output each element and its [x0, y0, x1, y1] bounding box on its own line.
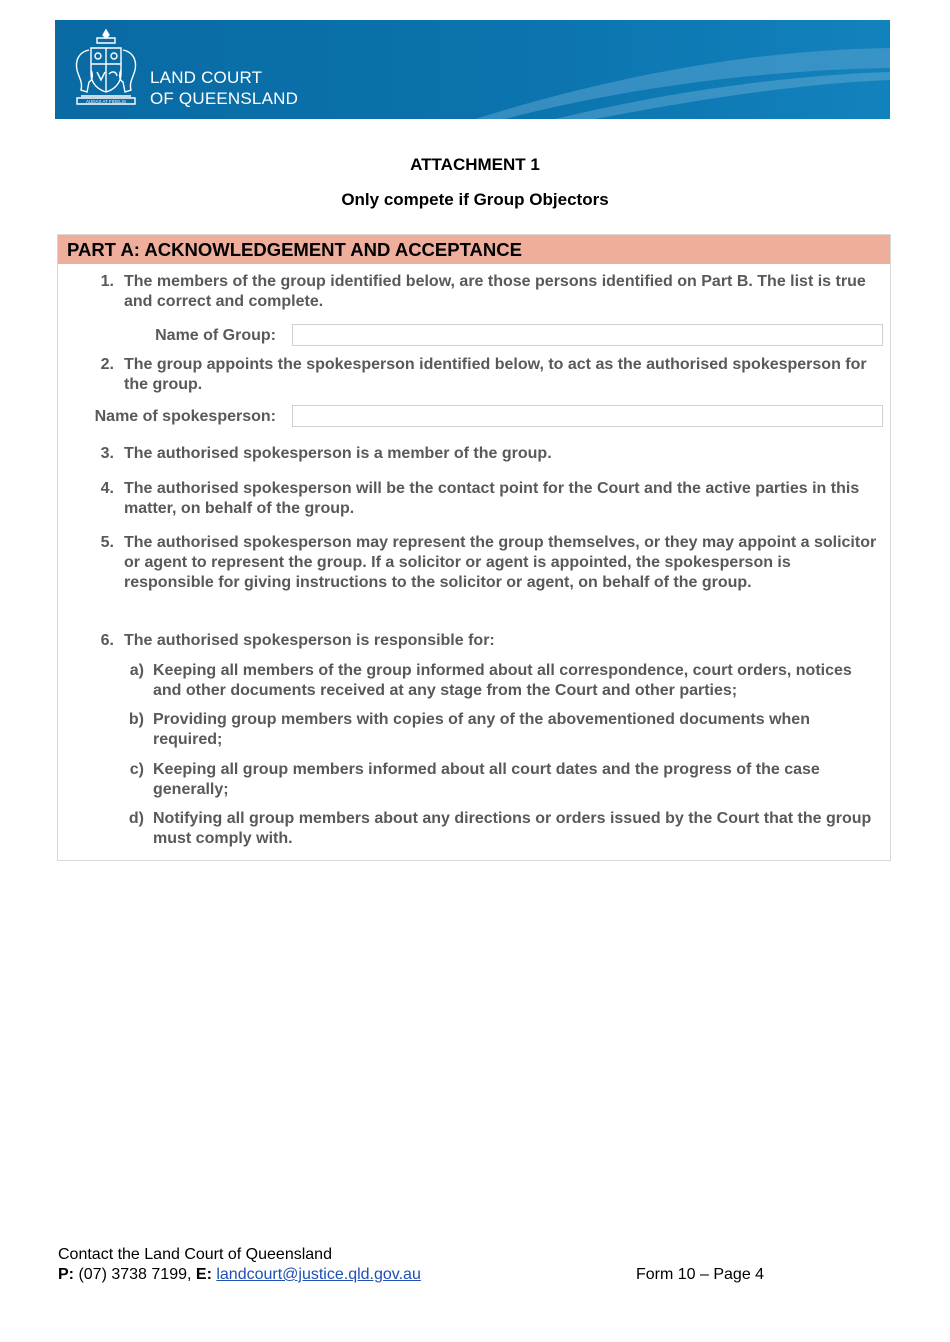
phone-number: (07) 3738 7199, — [78, 1266, 192, 1283]
item-number: 1. — [100, 273, 114, 290]
item-text: The group appoints the spokesperson identified below, to act as the authorised spokesperson for the group. — [124, 356, 867, 393]
header-banner — [55, 20, 890, 119]
item-text: The authorised spokesperson is responsible for: — [124, 632, 495, 649]
spokesperson-name-input[interactable] — [292, 405, 883, 427]
item-number: 5. — [100, 534, 114, 551]
sub-item-letter: a) — [129, 662, 144, 679]
sub-item-letter: d) — [128, 810, 144, 827]
sub-item-text: Keeping all group members informed about all court dates and the progress of the case generally; — [153, 761, 820, 798]
sub-item-letter: b) — [128, 711, 144, 728]
org-line-2: OF QUEENSLAND — [150, 89, 299, 108]
item-number: 3. — [100, 445, 114, 462]
sub-item-letter: c) — [129, 761, 144, 778]
item-text: The authorised spokesperson may represent the group themselves, or they may appoint a solicitor or agent to represent the group. If a solicitor or agent is appointed, the spokesperson is responsible for giving instructions to the solicitor or agent, on behalf of the group. — [124, 534, 877, 591]
crest-motto: AUDAX AT FIDELIS — [85, 99, 127, 104]
item-text: The authorised spokesperson is a member of the group. — [124, 445, 552, 462]
attachment-subtitle: Only compete if Group Objectors — [341, 190, 609, 209]
group-name-label: Name of Group: — [155, 327, 276, 344]
item-text: The authorised spokesperson will be the contact point for the Court and the active parties in this matter, on behalf of the group. — [124, 480, 860, 517]
queensland-crest-logo — [67, 26, 145, 114]
sub-item-text: Providing group members with copies of any of the abovementioned documents when required; — [153, 711, 810, 748]
item-number: 4. — [100, 480, 114, 497]
organization-name — [150, 67, 298, 109]
part-a-heading: PART A: ACKNOWLEDGEMENT AND ACCEPTANCE — [58, 235, 890, 264]
phone-label: P: — [58, 1266, 74, 1283]
page-info: Form 10 – Page 4 — [636, 1266, 765, 1283]
org-line-1: LAND COURT — [150, 68, 263, 87]
footer-contact-line: Contact the Land Court of Queensland — [58, 1246, 332, 1263]
spokesperson-name-label: Name of spokesperson: — [94, 408, 276, 425]
attachment-title: ATTACHMENT 1 — [410, 155, 540, 174]
item-text: The members of the group identified below, are those persons identified on Part B. The list is true and correct and complete. — [124, 273, 866, 310]
email-label: E: — [195, 1266, 212, 1283]
group-name-input[interactable] — [292, 324, 883, 346]
email-link[interactable]: landcourt@justice.qld.gov.au — [216, 1266, 421, 1283]
item-number: 2. — [100, 356, 114, 373]
footer-contact-details — [58, 1265, 421, 1285]
sub-item-text: Keeping all members of the group informed about all correspondence, court orders, notices and other documents received at any stage from the Court and other parties; — [153, 662, 852, 699]
part-a-section — [57, 234, 891, 861]
item-number: 6. — [100, 632, 114, 649]
sub-item-text: Notifying all group members about any directions or orders issued by the Court that the group must comply with. — [153, 810, 872, 847]
